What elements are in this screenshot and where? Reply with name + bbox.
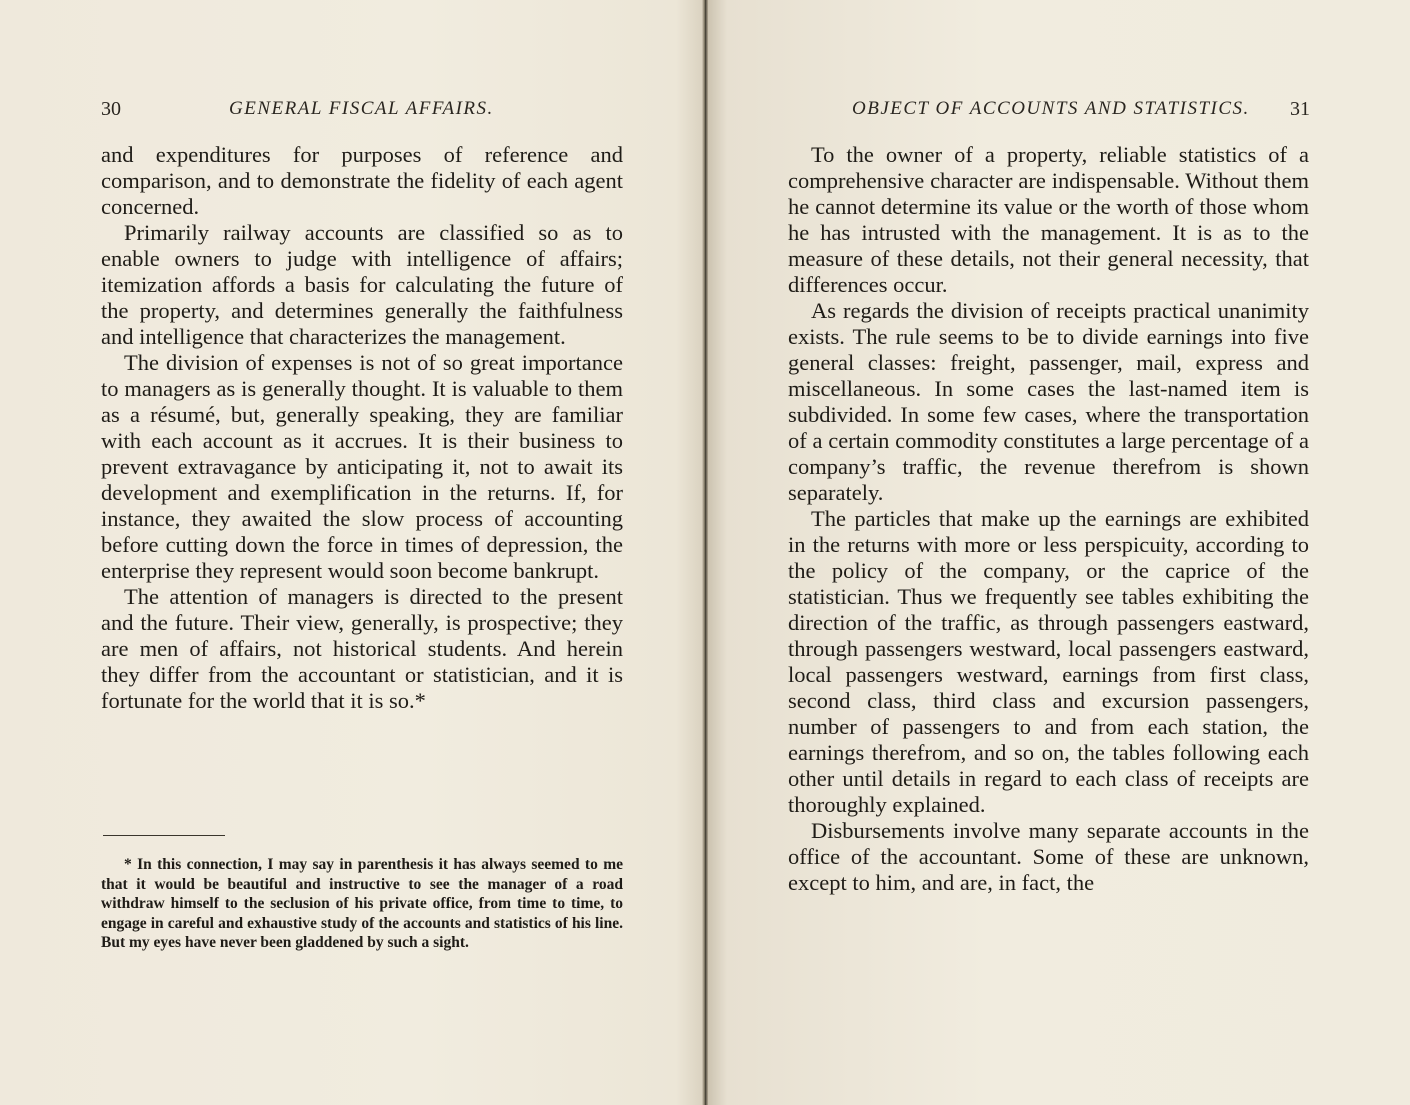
left-page [0, 0, 704, 1105]
right-page-number: 31 [1290, 98, 1310, 120]
left-running-head-title: GENERAL FISCAL AFFAIRS. [229, 98, 494, 119]
right-header-title [852, 98, 1250, 120]
footnote: * In this connection, I may say in parenthesis it has always seemed to me that it would be beautiful and instructive to see the manager of a road withdraw himself to the seclusion of his private office, from time to time, to engage in careful and exhaustive study of the accounts and statistics of his line. But my eyes have never been gladdened by such a sight. [101, 856, 623, 952]
left-body-text [101, 142, 623, 714]
left-paragraph-1: and expenditures for purposes of reference and comparison, and to demonstrate the fidelity of each agent concerned. [101, 142, 623, 219]
right-running-head [1290, 98, 1310, 121]
left-header-title [229, 98, 494, 120]
left-running-head [101, 98, 121, 121]
right-running-head-title: OBJECT OF ACCOUNTS AND STATISTICS. [852, 98, 1250, 119]
left-paragraph-3: The division of expenses is not of so great importance to managers as is generally thought. It is valuable to them as a résumé, but, generally speaking, they are familiar with each account as it accrues. It is their business to prevent extravagance by anticipating it, not to await its development and exemplification in the returns. If, for instance, they awaited the slow process of accounting before cutting down the force in times of depression, the enterprise they represent would soon become bankrupt. [101, 350, 623, 583]
right-body-text [788, 142, 1309, 896]
left-paragraph-2: Primarily railway accounts are classified so as to enable owners to judge with intelligence of affairs; itemization affords a basis for calculating the future of the property, and determines generally the faithfulness and intelligence that characterizes the management. [101, 220, 623, 349]
book-gutter [702, 0, 708, 1105]
right-paragraph-3: The particles that make up the earnings are exhibited in the returns with more or less perspicuity, according to the policy of the company, or the caprice of the statistician. Thus we frequently see tables exhibiting the direction of the traffic, as through passengers eastward, through passengers westward, local passengers eastward, local passengers westward, earnings from first class, second class, third class and excursion passengers, number of passengers to and from each station, the earnings therefrom, and so on, the tables following each other until details in regard to each class of receipts are thoroughly explained. [788, 506, 1309, 817]
right-paragraph-4: Disbursements involve many separate accounts in the office of the accountant. Some of these are unknown, except to him, and are, in fact, the [788, 818, 1309, 895]
left-paragraph-4: The attention of managers is directed to the present and the future. Their view, generally, is prospective; they are men of affairs, not historical students. And herein they differ from the accountant or statistician, and it is fortunate for the world that it is so.* [101, 584, 623, 713]
right-page [706, 0, 1410, 1105]
right-paragraph-1: To the owner of a property, reliable statistics of a comprehensive character are indispensable. Without them he cannot determine its value or the worth of those whom he has intrusted with the management. It is as to the measure of these details, not their general necessity, that differences occur. [788, 142, 1309, 297]
footnote-divider [103, 835, 225, 836]
left-page-number: 30 [101, 98, 121, 120]
right-paragraph-2: As regards the division of receipts practical unanimity exists. The rule seems to be to divide earnings into five general classes: freight, passenger, mail, express and miscellaneous. In some cases the last-named item is subdivided. In some few cases, where the transportation of a certain commodity constitutes a large percentage of a company’s traffic, the revenue therefrom is shown separately. [788, 298, 1309, 505]
